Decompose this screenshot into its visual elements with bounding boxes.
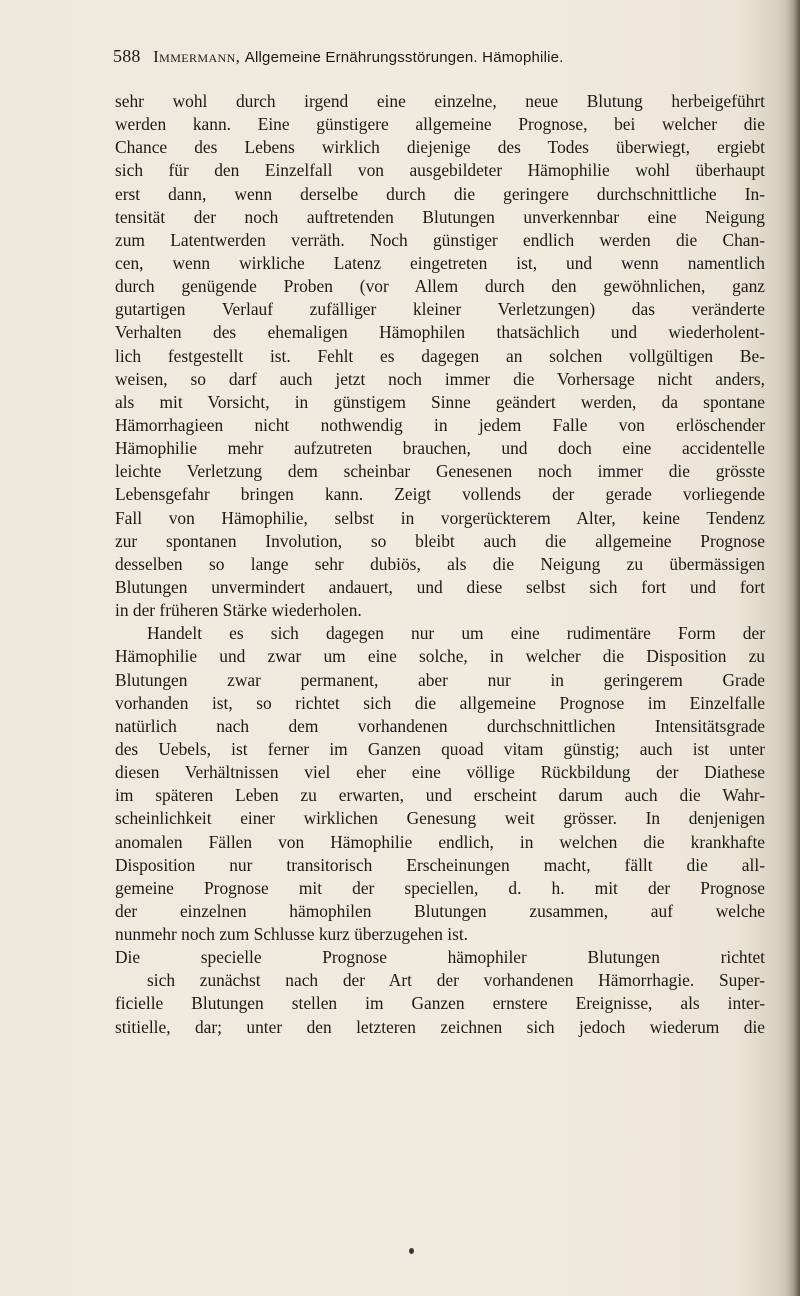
text-line: Hämophilie mehr aufzutreten brauchen, und doch eine accidentelle — [115, 438, 765, 459]
text-line: cen, wenn wirkliche Latenz eingetreten ist, und wenn namentlich — [115, 252, 765, 273]
running-header — [113, 46, 763, 67]
text-line: Hämophilie und zwar um eine solche, in welcher die Disposition zu — [115, 646, 765, 667]
page-number: 588 — [113, 46, 141, 66]
text-line: lich festgestellt ist. Fehlt es dagegen an solchen vollgültigen Be- — [115, 345, 765, 366]
text-line: leichte Verletzung dem scheinbar Genesenen noch immer die grösste — [115, 461, 765, 482]
text-line: tensität der noch auftretenden Blutungen unverkennbar eine Neigung — [115, 206, 765, 227]
text-line: natürlich nach dem vorhandenen durchschnittlichen Intensitätsgrade — [115, 715, 765, 736]
text-line: Die specielle Prognose hämophiler Blutungen richtet — [115, 947, 765, 968]
text-line: des Uebels, ist ferner im Ganzen quoad vitam günstig; auch ist unter — [115, 738, 765, 759]
text-line: werden kann. Eine günstigere allgemeine Prognose, bei welcher die — [115, 114, 765, 135]
text-line: zum Latentwerden verräth. Noch günstiger endlich werden die Chan- — [115, 229, 765, 250]
text-line: im späteren Leben zu erwarten, und erscheint darum auch die Wahr- — [115, 785, 765, 806]
text-line: diesen Verhältnissen viel eher eine völlige Rückbildung der Diathese — [115, 762, 765, 783]
text-line: weisen, so darf auch jetzt noch immer die Vorhersage nicht anders, — [115, 368, 765, 389]
text-line: Chance des Lebens wirklich diejenige des Todes überwiegt, ergiebt — [115, 137, 765, 158]
running-header-title: Allgemeine Ernährungsstörungen. Hämophilie. — [244, 49, 564, 66]
text-line: nunmehr noch zum Schlusse kurz überzugehen ist. — [115, 924, 469, 945]
text-line: desselben so lange sehr dubiös, als die Neigung zu übermässigen — [115, 553, 765, 574]
text-line: Blutungen zwar permanent, aber nur in geringerem Grade — [115, 669, 765, 690]
running-header-author: Immermann, — [153, 47, 241, 66]
ink-speck — [409, 1248, 414, 1254]
text-line: als mit Vorsicht, in günstigem Sinne geändert werden, da spontane — [115, 391, 765, 412]
text-line: zur spontanen Involution, so bleibt auch die allgemeine Prognose — [115, 530, 765, 551]
text-line: scheinlichkeit einer wirklichen Genesung weit grösser. In denjenigen — [115, 808, 765, 829]
text-line: sich zunächst nach der Art der vorhandenen Hämorrhagie. Super- — [147, 970, 765, 991]
page-edge-shadow — [786, 0, 800, 1296]
text-line: Blutungen unvermindert andauert, und diese selbst sich fort und fort — [115, 576, 765, 597]
text-line: Handelt es sich dagegen nur um eine rudimentäre Form der — [147, 623, 765, 644]
text-line: Lebensgefahr bringen kann. Zeigt vollends der gerade vorliegende — [115, 484, 765, 505]
text-line: sich für den Einzelfall von ausgebildeter Hämophilie wohl überhaupt — [115, 160, 765, 181]
text-line: vorhanden ist, so richtet sich die allgemeine Prognose im Einzelfalle — [115, 692, 765, 713]
text-line: der einzelnen hämophilen Blutungen zusammen, auf welche — [115, 900, 765, 921]
text-line: sehr wohl durch irgend eine einzelne, neue Blutung herbeigeführt — [115, 91, 765, 111]
text-line: Hämorrhagieen nicht nothwendig in jedem Falle von erlöschender — [115, 414, 765, 435]
text-line: ficielle Blutungen stellen im Ganzen ernstere Ereignisse, als inter- — [115, 993, 765, 1014]
text-line: Fall von Hämophilie, selbst in vorgerückterem Alter, keine Tendenz — [115, 507, 765, 528]
text-line: stitielle, dar; unter den letzteren zeichnen sich jedoch wiederum die — [115, 1016, 765, 1037]
text-line: Disposition nur transitorisch Erscheinungen macht, fällt die all- — [115, 854, 765, 875]
text-line: erst dann, wenn derselbe durch die geringere durchschnittliche In- — [115, 183, 765, 204]
text-line: gemeine Prognose mit der speciellen, d. h. mit der Prognose — [115, 877, 765, 898]
body-text — [115, 90, 765, 1039]
text-line: anomalen Fällen von Hämophilie endlich, in welchen die krankhafte — [115, 831, 765, 852]
text-line: Verhalten des ehemaligen Hämophilen thatsächlich und wiederholent- — [115, 322, 765, 343]
text-line: gutartigen Verlauf zufälliger kleiner Verletzungen) das veränderte — [115, 299, 765, 320]
text-line: durch genügende Proben (vor Allem durch den gewöhnlichen, ganz — [115, 276, 765, 297]
text-line: in der früheren Stärke wiederholen. — [115, 600, 362, 621]
